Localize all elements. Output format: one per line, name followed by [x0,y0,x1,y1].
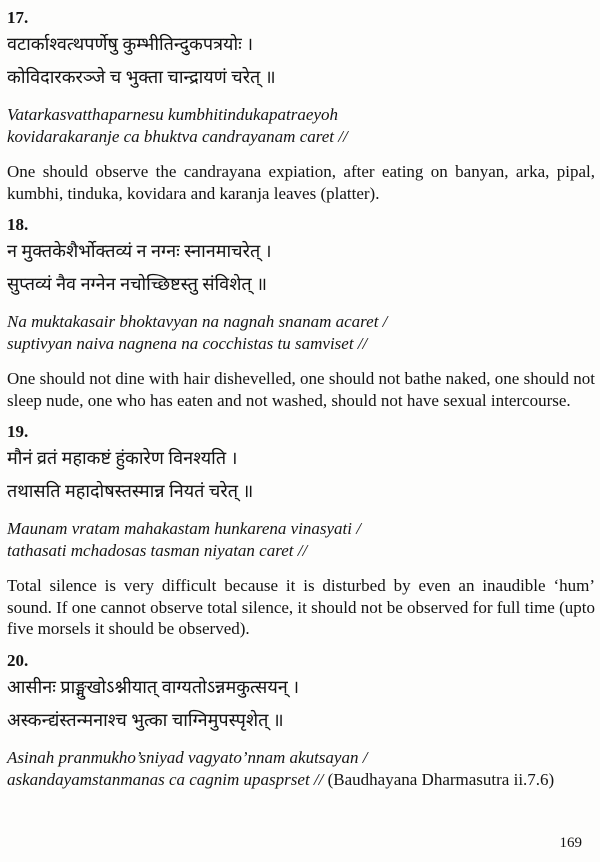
devanagari-line-2: सुप्तव्यं नैव नग्नेन नचोच्छिष्टस्तु संविशेत् ॥ [7,274,267,294]
verse-17 [7,8,595,204]
transliteration [7,311,595,355]
transliteration-line-2: askandayamstanmanas ca cagnim upasprset // [7,769,324,789]
transliteration-line-1: Na muktakasair bhoktavyan na nagnah snanam acaret / [7,312,388,331]
devanagari-line-2: तथासति महादोषस्तस्मान्न नियतं चरेत् ॥ [7,481,254,501]
verse-number: 20. [7,650,29,670]
transliteration-line-1: Asinah pranmukho’sniyad vagyato’nnam akutsayan / [7,747,368,767]
verse-18 [7,215,595,411]
transliteration-line-1: Vatarkasvatthaparnesu kumbhitindukapatraeyoh [7,105,338,124]
translation-text: One should observe the candrayana expiation, after eating on banyan, arka, pipal, kumbhi, tinduka, kovidara and karanja leaves (platter). [7,162,595,203]
verse-number: 17. [7,8,29,27]
devanagari-line-1: वटार्काश्वत्थपर्णेषु कुम्भीतिन्दुकपत्रयोः । [7,34,254,54]
translation-text: One should not dine with hair dishevelled, one should not bathe naked, one should not sleep nude, one who has eaten and not washed, should not have sexual intercourse. [7,369,595,410]
transliteration [7,518,595,562]
transliteration-line-2: tathasati mchadosas tasman niyatan caret // [7,541,308,560]
verse-19 [7,422,595,640]
devanagari-line-2: कोविदारकरञ्जे च भुक्ता चान्द्रायणं चरेत् ॥ [7,67,276,87]
devanagari-line-1: आसीनः प्राङ्मुखोऽश्नीयात् वाग्यतोऽन्नमकुत्सयन् । [7,676,300,697]
devanagari-line-1: न मुक्तकेशैर्भोक्तव्यं न नग्नः स्नानमाचरेत् । [7,241,272,261]
verse-number: 18. [7,215,29,234]
transliteration-line-2: suptivyan naiva nagnena na cocchistas tu samviset // [7,334,368,353]
page-number: 169 [559,835,582,851]
source-citation: (Baudhayana Dharmasutra ii.7.6) [327,769,555,789]
transliteration-line-2: kovidarakaranje ca bhuktva candrayanam caret // [7,127,348,146]
transliteration [7,747,595,791]
transliteration [7,104,595,148]
verse-20 [7,651,595,791]
devanagari-line-2: अस्कन्द्यंस्तन्मनाश्च भुत्का चाग्निमुपस्पृशेत् ॥ [7,709,284,730]
transliteration-line-1: Maunam vratam mahakastam hunkarena vinasyati / [7,519,361,538]
devanagari-line-1: मौनं व्रतं महाकष्टं हुंकारेण विनश्यति । [7,448,238,468]
verse-number: 19. [7,422,29,441]
translation-text: Total silence is very difficult because it is disturbed by even an inaudible ‘hum’ sound. If one cannot observe total silence, it should not be observed for full time (upto five morsels it should be observed). [7,576,595,638]
